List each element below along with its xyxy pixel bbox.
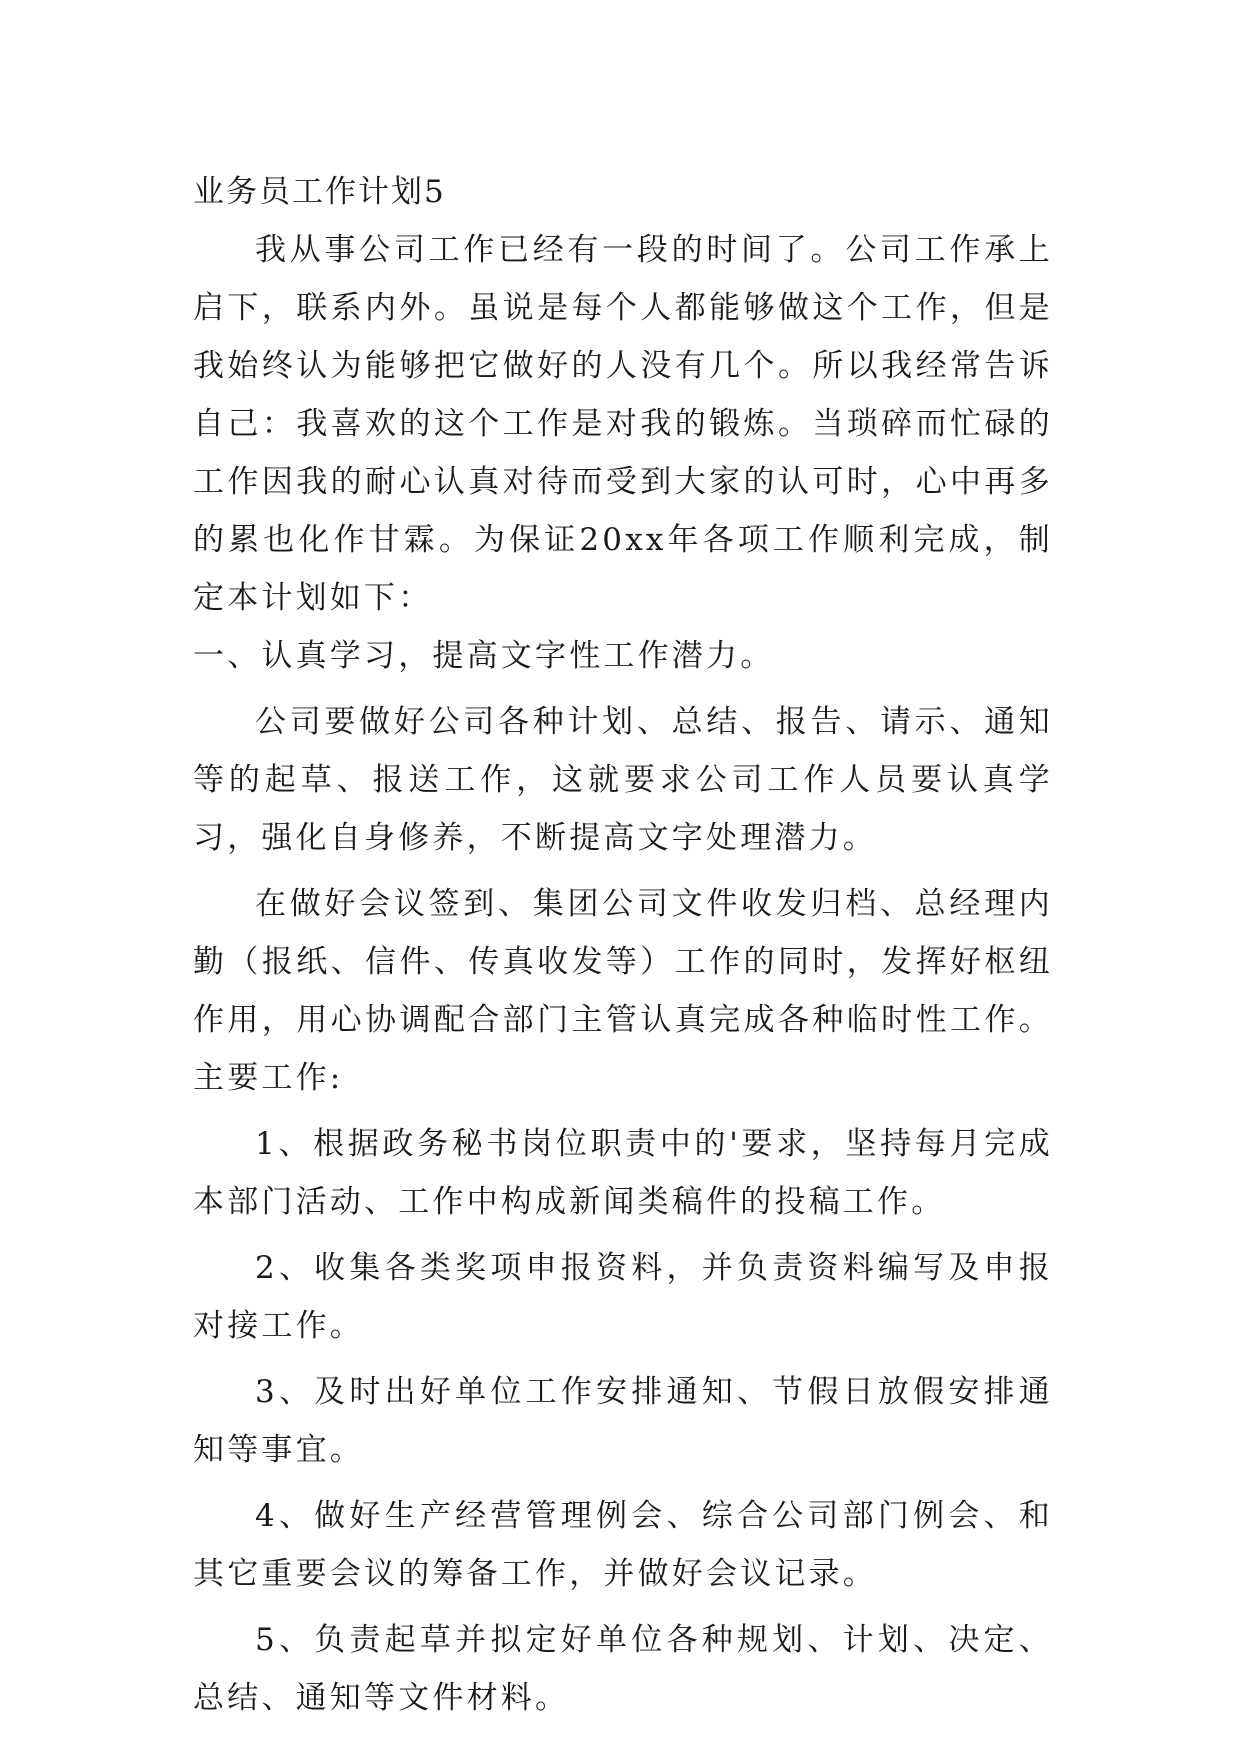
- document-body: [193, 163, 1053, 1727]
- list-item: 2、收集各类奖项申报资料，并负责资料编写及申报对接工作。: [193, 1250, 1053, 1344]
- list-item: 3、及时出好单位工作安排通知、节假日放假安排通知等事宜。: [193, 1374, 1053, 1468]
- paragraph: 在做好会议签到、集团公司文件收发归档、总经理内勤（报纸、信件、传真收发等）工作的同时，发挥好枢纽作用，用心协调配合部门主管认真完成各种临时性工作。主要工作:: [193, 886, 1053, 1096]
- paragraph: 公司要做好公司各种计划、总结、报告、请示、通知等的起草、报送工作，这就要求公司工作人员要认真学习，强化自身修养，不断提高文字处理潜力。: [193, 704, 1053, 856]
- list-item: 4、做好生产经营管理例会、综合公司部门例会、和其它重要会议的筹备工作，并做好会议记录。: [193, 1498, 1053, 1592]
- list-item: 5、负责起草并拟定好单位各种规划、计划、决定、总结、通知等文件材料。: [193, 1622, 1053, 1716]
- list-item: 1、根据政务秘书岗位职责中的'要求，坚持每月完成本部门活动、工作中构成新闻类稿件的投稿工作。: [193, 1126, 1053, 1220]
- section-heading-1: 一、认真学习，提高文字性工作潜力。: [193, 638, 775, 674]
- intro-paragraph: 我从事公司工作已经有一段的时间了。公司工作承上启下，联系内外。虽说是每个人都能够做这个工作，但是我始终认为能够把它做好的人没有几个。所以我经常告诉自己：我喜欢的这个工作是对我的锻炼。当琐碎而忙碌的工作因我的耐心认真对待而受到大家的认可时，心中再多的累也化作甘霖。为保证20xx年各项工作顺利完成，制定本计划如下：: [193, 232, 1053, 616]
- document-title: 业务员工作计划5: [193, 174, 446, 210]
